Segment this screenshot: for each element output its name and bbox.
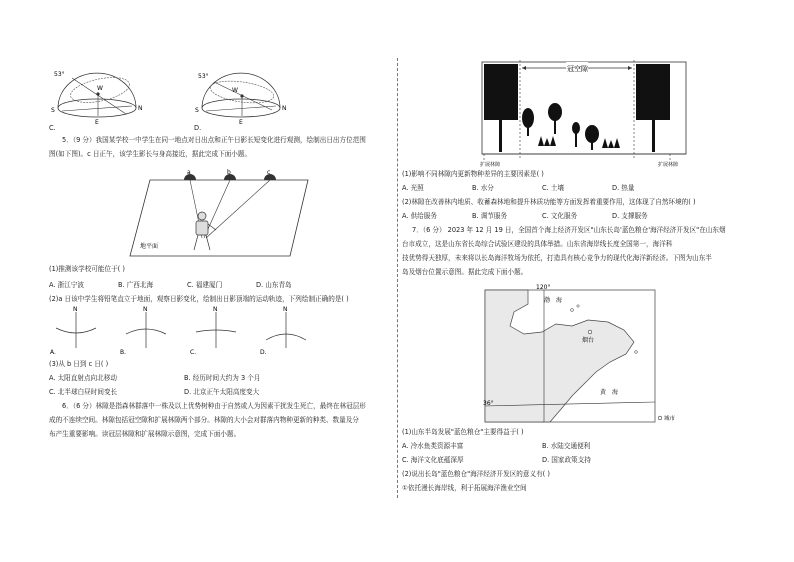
q5-3-option-a: A. 太阳直射点向北移动 (49, 374, 117, 382)
right-column (398, 0, 794, 562)
svg-text:N: N (213, 306, 218, 313)
svg-text:36°: 36° (483, 400, 494, 407)
legend-city-label: 城市 (664, 416, 676, 422)
svg-text:c: c (267, 169, 271, 176)
q6-1-option-b: B. 水分 (472, 184, 494, 192)
option-d-label: D. (194, 124, 202, 132)
q6-2-option-a: A. 供给服务 (402, 212, 437, 220)
svg-text:A.: A. (50, 349, 56, 356)
q6-1-option-d: D. 热量 (612, 184, 635, 192)
hemisphere-figure-d (192, 66, 292, 126)
q5-1-option-a: A. 浙江宁波 (49, 281, 84, 289)
svg-text:B.: B. (120, 349, 127, 356)
ground-plane-label: 地平面 (140, 243, 159, 250)
q7-1-option-b: B. 水陆交通便利 (542, 442, 591, 450)
sunrise-observation-diagram (130, 166, 310, 258)
q5-3-option-d: D. 北京正午太阳高度变大 (184, 388, 260, 396)
q5-part2: (2)a 日该中学生将铅笔直立于地面，观察日影变化，绘制出日影顶端的运动轨迹，下列绘制正确的是( ) (49, 295, 349, 303)
q6-intro-line-1: 6．（6 分）林隙是指森林群落中一株及以上优势树种由于自然或人为因素干扰发生死亡，最终在林冠层形 (62, 402, 366, 410)
q6-intro-line-3: 布产生重要影响。读冠层林隙和扩展林隙示意图，完成下面小题。 (49, 430, 241, 438)
q6-1-option-c: C. 土壤 (542, 184, 564, 192)
q5-1-option-b: B. 广西北海 (118, 281, 154, 289)
option-c-label: C. (49, 124, 56, 132)
bohai-sea-label: 渤 海 (544, 297, 563, 304)
extended-gap-label-right: 扩展林隙 (658, 162, 679, 168)
shadow-trajectory-options (52, 304, 352, 358)
q5-intro-line-2: 图(如下图)。c 日正午，该学生影长与身高接近，据此完成下面小题。 (49, 150, 252, 158)
svg-text:N: N (283, 306, 288, 313)
q7-part2: (2)说出长岛"蓝色粮仓"海洋经济开发区的意义有( ) (402, 470, 550, 478)
canopy-gap-label: 冠空隙 (567, 65, 588, 73)
q5-part1: (1)推测该学校可能位于( ) (49, 265, 125, 273)
yantai-label: 烟台 (582, 337, 595, 344)
q7-intro-line-4: 岛及烟台位置示意图。据此完成下面小题。 (402, 268, 528, 276)
q6-intro-line-2: 成的不连续空间。林隙包括冠空隙和扩展林隙两个部分。林隙的大小会对群落内物种更新的种类、数量及分 (49, 416, 359, 424)
svg-text:S: S (195, 107, 199, 114)
svg-text:N: N (138, 105, 143, 112)
q6-2-option-b: B. 调节服务 (472, 212, 508, 220)
svg-text:D.: D. (260, 349, 267, 356)
svg-text:a: a (187, 169, 191, 176)
q7-part2-item-1: ①依托漫长海岸线，利于拓展海洋渔业空间 (402, 484, 527, 492)
q5-intro-line-1: 5．（9 分）我国某学校一中学生在同一地点对日出点和正午日影长短变化进行观测，绘制出日出方位范围 (62, 136, 366, 144)
svg-text:53°: 53° (198, 73, 209, 80)
forest-gap-diagram (480, 56, 690, 168)
hemisphere-figure-c (48, 66, 148, 126)
q6-2-option-c: C. 文化服务 (542, 212, 578, 220)
q7-intro-line-3: 技优势得天独厚，未来将以长岛海洋牧场为依托，打造具有核心竞争力的现代化海洋新经济。下图为山东半 (402, 254, 712, 262)
city-marker (588, 330, 592, 334)
svg-text:N: N (143, 306, 148, 313)
q7-1-option-c: C. 海洋文化底蕴深厚 (402, 456, 464, 464)
svg-text:E: E (95, 119, 99, 126)
svg-text:b: b (227, 169, 231, 176)
q5-1-option-c: C. 福建厦门 (187, 281, 223, 289)
q7-intro-line-2: 台市成立，这是山东省长岛综合试验区建设的具体举措。山东省海岸线长度全国第一，海洋科 (402, 240, 673, 248)
q5-3-option-b: B. 经历时间大约为 3 个月 (184, 374, 261, 382)
q7-part1: (1)山东半岛发展"蓝色粮仓"主要得益于( ) (402, 428, 524, 436)
svg-text:120°: 120° (536, 284, 551, 291)
q5-part3: (3)从 b 日到 c 日( ) (49, 360, 109, 368)
q6-part2: (2)林隙在改善林内地质、收蓄森林地和提升林质功能等方面发挥着重要作用，这体现了自然环境的( ) (402, 198, 696, 206)
q6-1-option-a: A. 光照 (402, 184, 424, 192)
q5-3-option-c: C. 北半球白昼时间变长 (49, 388, 118, 396)
yellow-sea-label: 黄 海 (600, 389, 619, 396)
q6-2-option-d: D. 支撑服务 (612, 212, 648, 220)
extended-gap-label-left: 扩展林隙 (480, 162, 501, 168)
svg-text:N: N (73, 306, 78, 313)
angle-label: 53° (54, 71, 65, 78)
svg-text:W: W (97, 85, 103, 92)
q6-part1: (1)影响不同林隙内更新物种差异的主要因素是( ) (402, 170, 544, 178)
svg-text:W: W (232, 87, 238, 94)
q7-1-option-a: A. 冷水鱼类资源丰富 (402, 442, 464, 450)
q5-1-option-d: D. 山东青岛 (256, 281, 292, 289)
svg-text:N: N (282, 105, 287, 112)
q7-intro-line-1: 7．（6 分） 2023 年 12 月 19 日，全国首个海上经济开发区"山东长岛'蓝色粮仓'海洋经济开发区"在山东烟 (412, 226, 726, 234)
q7-1-option-d: D. 国家政策支持 (542, 456, 591, 464)
svg-text:E: E (239, 119, 243, 126)
svg-text:C.: C. (190, 349, 197, 356)
shandong-peninsula-map (484, 284, 674, 424)
svg-text:S: S (51, 107, 55, 114)
